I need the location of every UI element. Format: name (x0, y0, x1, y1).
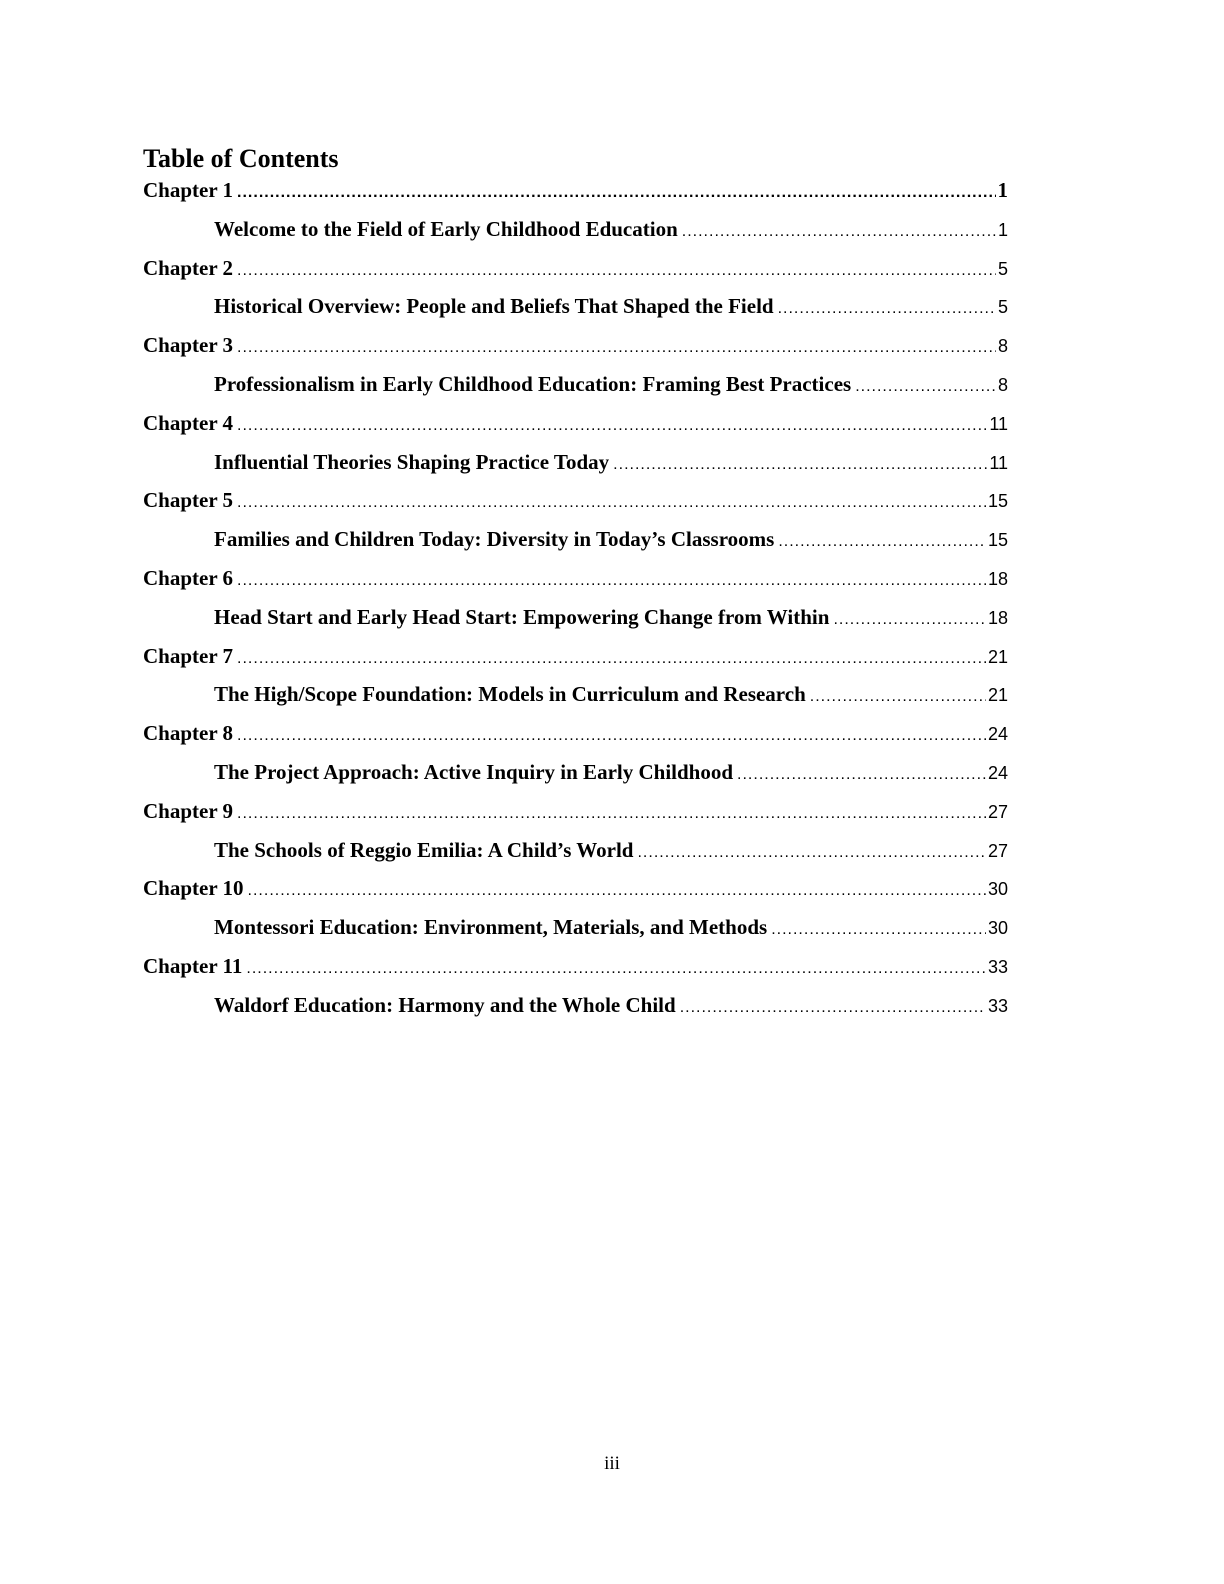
toc-entry-chapter-7[interactable] (143, 637, 1008, 676)
toc-page-number: 27 (987, 840, 1008, 861)
toc-entry-chapter-11[interactable] (143, 947, 1008, 986)
toc-entry-label: The High/Scope Foundation: Models in Curriculum and Research (214, 682, 806, 707)
toc-dot-leader (237, 640, 986, 679)
toc-entry-chapter-11-title[interactable] (143, 986, 1008, 1025)
toc-dot-leader (237, 484, 986, 523)
toc-page-number: 11 (989, 452, 1008, 473)
toc-dot-leader (237, 562, 986, 601)
toc-dot-leader (237, 795, 986, 834)
toc-entry-chapter-2-title[interactable] (143, 287, 1008, 326)
toc-dot-leader (771, 911, 986, 950)
toc-entry-label: The Project Approach: Active Inquiry in Early Childhood (214, 759, 734, 784)
toc-entry-label: Chapter 4 (143, 410, 234, 435)
toc-entry-label: Chapter 10 (143, 876, 244, 901)
toc-entry-chapter-4[interactable] (143, 404, 1008, 443)
toc-entry-chapter-5-title[interactable] (143, 520, 1008, 559)
toc-entry-chapter-10-title[interactable] (143, 908, 1008, 947)
toc-dot-leader (237, 407, 987, 446)
toc-page-number: 11 (989, 413, 1008, 434)
toc-dot-leader (778, 523, 986, 562)
toc-entry-chapter-6-title[interactable] (143, 598, 1008, 637)
toc-dot-leader (810, 678, 986, 717)
toc-entry-label: Chapter 6 (143, 565, 234, 590)
toc-dot-leader (637, 834, 985, 873)
toc-page-number: 15 (987, 530, 1008, 551)
toc-dot-leader (833, 601, 986, 640)
toc-page-number: 8 (997, 336, 1008, 357)
toc-entry-label: Professionalism in Early Childhood Education: Framing Best Practices (214, 371, 852, 396)
toc-entry-chapter-8-title[interactable] (143, 753, 1008, 792)
table-of-contents (143, 171, 1008, 1025)
toc-dot-leader (237, 174, 995, 213)
toc-entry-label: Welcome to the Field of Early Childhood Education (214, 216, 678, 241)
toc-page-number: 8 (997, 374, 1008, 395)
toc-dot-leader (682, 213, 996, 252)
toc-entry-label: Chapter 8 (143, 721, 234, 746)
toc-dot-leader (246, 950, 986, 989)
toc-entry-chapter-2[interactable] (143, 249, 1008, 288)
toc-dot-leader (680, 989, 986, 1028)
toc-page-number: 21 (987, 685, 1008, 706)
toc-entry-chapter-1[interactable] (143, 171, 1008, 210)
toc-entry-label: Historical Overview: People and Beliefs That Shaped the Field (214, 294, 774, 319)
toc-entry-label: Chapter 1 (143, 178, 234, 202)
toc-page-number: 33 (987, 995, 1008, 1016)
toc-page-number: 1 (997, 178, 1008, 202)
toc-entry-chapter-9-title[interactable] (143, 831, 1008, 870)
toc-entry-label: Influential Theories Shaping Practice Today (214, 449, 610, 474)
toc-dot-leader (613, 446, 987, 485)
toc-page-number: 27 (987, 801, 1008, 822)
toc-dot-leader (237, 252, 996, 291)
toc-entry-label: Families and Children Today: Diversity in Today’s Classrooms (214, 527, 775, 552)
toc-entry-chapter-10[interactable] (143, 869, 1008, 908)
toc-entry-label: Chapter 11 (143, 953, 243, 978)
toc-page-number: 1 (997, 219, 1008, 240)
toc-entry-chapter-4-title[interactable] (143, 443, 1008, 482)
toc-page-number: 30 (987, 918, 1008, 939)
toc-entry-chapter-7-title[interactable] (143, 675, 1008, 714)
toc-page-number: 33 (987, 956, 1008, 977)
toc-page-number: 5 (997, 297, 1008, 318)
toc-entry-chapter-3-title[interactable] (143, 365, 1008, 404)
page-number-footer: iii (604, 1453, 620, 1474)
toc-entry-chapter-3[interactable] (143, 326, 1008, 365)
toc-page-number: 15 (987, 491, 1008, 512)
toc-page-number: 18 (987, 568, 1008, 589)
toc-entry-label: Chapter 9 (143, 798, 234, 823)
toc-dot-leader (778, 290, 996, 329)
toc-entry-label: Head Start and Early Head Start: Empowering Change from Within (214, 604, 830, 629)
toc-page-number: 30 (987, 879, 1008, 900)
toc-dot-leader (737, 756, 986, 795)
toc-dot-leader (855, 368, 996, 407)
toc-entry-label: Chapter 5 (143, 488, 234, 513)
toc-page-number: 24 (987, 762, 1008, 783)
toc-entry-label: Chapter 2 (143, 255, 234, 280)
toc-entry-label: Chapter 3 (143, 333, 234, 358)
toc-entry-chapter-6[interactable] (143, 559, 1008, 598)
toc-entry-label: The Schools of Reggio Emilia: A Child’s World (214, 837, 634, 862)
toc-dot-leader (248, 872, 986, 911)
toc-entry-chapter-8[interactable] (143, 714, 1008, 753)
toc-page-number: 5 (997, 258, 1008, 279)
toc-page-number: 21 (987, 646, 1008, 667)
toc-dot-leader (237, 717, 986, 756)
page-title: Table of Contents (143, 144, 339, 173)
toc-entry-label: Chapter 7 (143, 643, 234, 668)
toc-page-number: 24 (987, 724, 1008, 745)
toc-entry-chapter-5[interactable] (143, 481, 1008, 520)
toc-entry-chapter-9[interactable] (143, 792, 1008, 831)
toc-entry-label: Montessori Education: Environment, Materials, and Methods (214, 915, 768, 940)
toc-entry-label: Waldorf Education: Harmony and the Whole Child (214, 992, 676, 1017)
toc-dot-leader (237, 329, 996, 368)
toc-page-number: 18 (987, 607, 1008, 628)
toc-entry-chapter-1-title[interactable] (143, 210, 1008, 249)
